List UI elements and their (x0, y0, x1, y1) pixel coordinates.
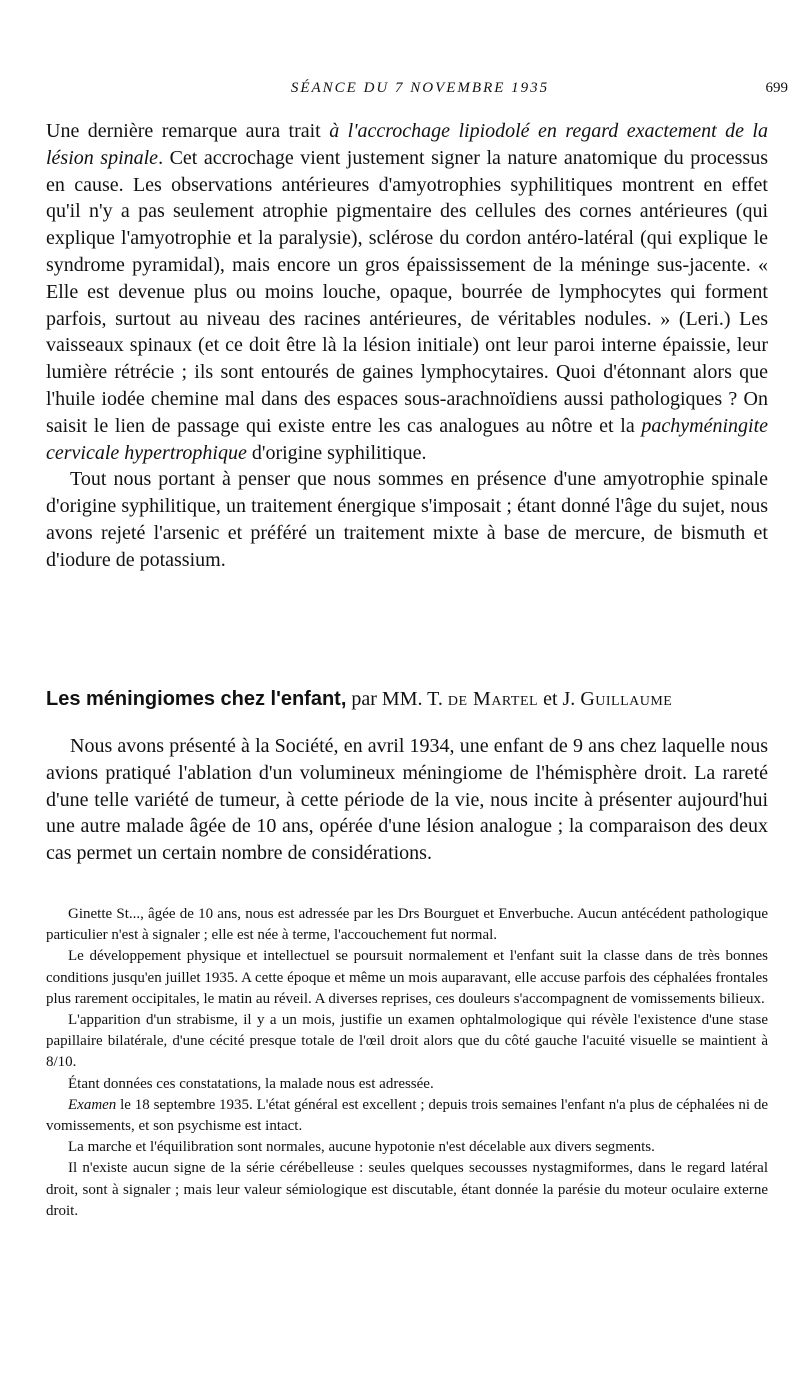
case-paragraph: La marche et l'équilibration sont normales, aucune hypotonie n'est décelable aux divers segments. (68, 1139, 655, 1156)
section-lipiodol (46, 118, 768, 574)
case-paragraph: Examen le 18 septembre 1935. L'état général est excellent ; depuis trois semaines l'enfant n'a plus de céphalées ni de vomissements, et son psychisme est intact. (46, 1096, 768, 1135)
case-paragraph: Le développement physique et intellectuel se poursuit normalement et l'enfant suit la classe dans de très bonnes conditions jusqu'en juillet 1935. A cette époque et même un mois auparavant, elle accuse parfois des céphalées frontales plus rarement occipitales, le matin au réveil. A diverses reprises, ces douleurs s'accompagnent de vomissements bilieux. (46, 948, 768, 1007)
author-guillaume: Guillaume (580, 688, 673, 710)
paragraph-treatment: Tout nous portant à penser que nous sommes en présence d'une amyotrophie spinale d'origine syphilitique, un traitement énergique s'imposait ; étant donné l'âge du sujet, nous avons rejeté l'arsenic et préféré un traitement mixte à base de mercure, de bismuth et d'iodure de potassium. (46, 468, 768, 571)
article-title: Les méningiomes chez l'enfant, (46, 688, 347, 710)
running-title: SÉANCE DU 7 NOVEMBRE 1935 (290, 80, 550, 96)
paragraph-intro: Nous avons présenté à la Société, en avril 1934, une enfant de 9 ans chez laquelle nous avions pratiqué l'ablation d'un volumineux méningiome de l'hémisphère droit. La rareté d'une telle variété de tumeur, à cette période de la vie, nous incite à présenter aujourd'hui une autre malade âgée de 10 ans, opérée d'une lésion analogue ; la comparaison des deux cas permet un certain nombre de considérations. (46, 735, 768, 865)
case-report (46, 904, 768, 1222)
article-heading: Les méningiomes chez l'enfant, par MM. T. de Martel et J. Guillaume (46, 688, 673, 710)
emphasis-accrochage: à l'accrochage lipiodolé en regard exactement de la lésion spinale (46, 120, 768, 169)
running-header (52, 80, 788, 104)
author-de-martel: de Martel (447, 688, 539, 710)
emphasis-examen: Examen (68, 1096, 117, 1113)
case-paragraph: Ginette St..., âgée de 10 ans, nous est adressée par les Drs Bourguet et Enverbuche. Aucun antécédent pathologique particulier n'est à signaler ; elle est née à terme, l'accouchement fut normal. (46, 906, 768, 944)
page-number: 699 (765, 80, 788, 96)
section-intro (46, 733, 768, 867)
emphasis-pachymeningite: pachyméningite cervicale hypertrophique (46, 414, 768, 464)
case-paragraph: L'apparition d'un strabisme, il y a un mois, justifie un examen ophtalmologique qui révèle l'existence d'une stase papillaire bilatérale, d'une cécité presque totale de l'œil droit alors que du côté gauche l'acuité visuelle se maintient à 8/10. (46, 1012, 768, 1071)
paragraph-accrochage: Une dernière remarque aura trait à l'accrochage lipiodolé en regard exactement de la lésion spinale. Cet accrochage vient justement signer la nature anatomique du processus en cause. Les observations antérieures d'amyotrophies syphilitiques montrent en effet qu'il n'y a pas seulement atrophie pigmentaire des cellules des cornes antérieures (qui explique l'amyotrophie et la paralysie), sclérose du cordon antéro-latéral (qui explique le syndrome pyramidal), mais encore un gros épaississement de la méninge sus-jacente. « Elle est devenue plus ou moins louche, opaque, bourrée de lymphocytes qui forment parfois, surtout au niveau des racines antérieures, de véritables nodules. » (Leri.) Les vaisseaux spinaux (et ce doit être là la lésion initiale) ont leur paroi interne épaissie, leur lumière rétrécie ; ils sont entourés de gaines lymphocytaires. Quoi d'étonnant alors que l'huile iodée chemine mal dans des espaces sous-arachnoïdiens aussi pathologiques ? On saisit le lien de passage qui existe entre les cas analogues au nôtre et la pachyméningite cervicale hypertrophique d'origine syphilitique. (46, 120, 768, 464)
case-paragraph: Il n'existe aucun signe de la série cérébelleuse : seules quelques secousses nystagmiformes, dans le regard latéral droit, sont à signaler ; mais leur valeur sémiologique est discutable, étant donnée la parésie du moteur oculaire externe droit. (46, 1160, 768, 1219)
case-paragraph: Étant données ces constatations, la malade nous est adressée. (68, 1075, 434, 1092)
